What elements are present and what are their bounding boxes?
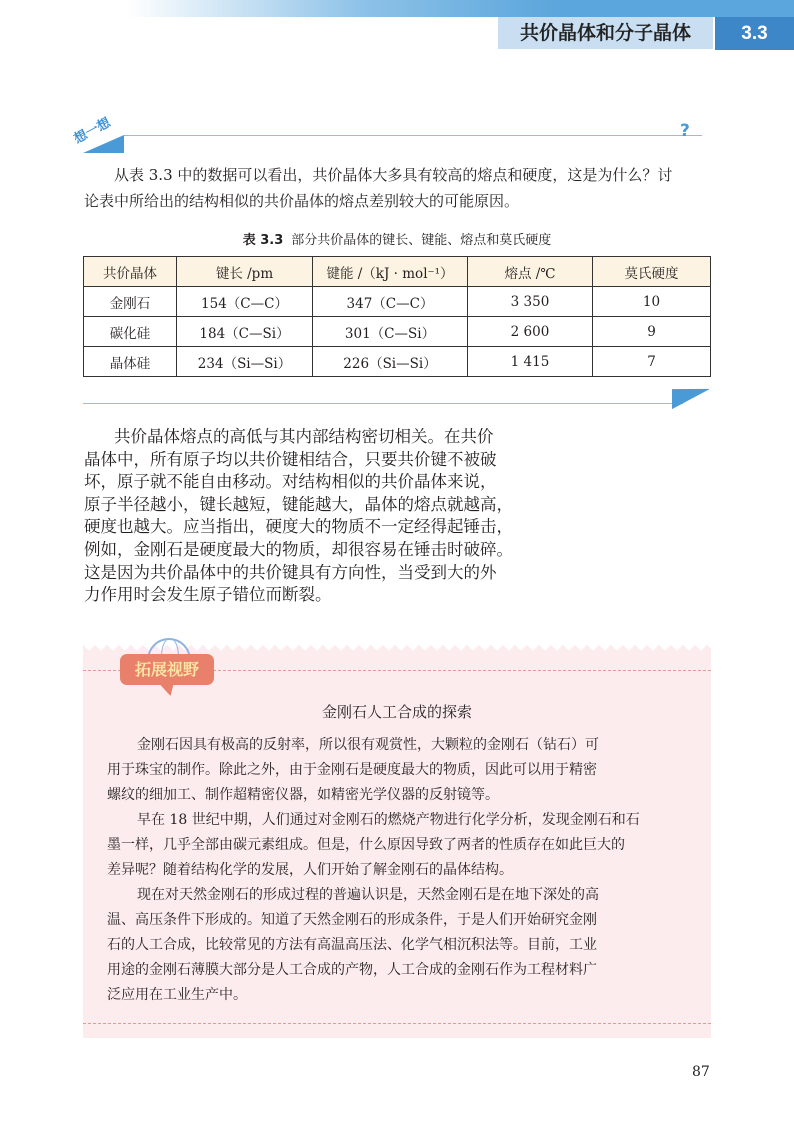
data-table [83, 256, 711, 377]
text-line: 泛应用在工业生产中。 [107, 987, 247, 1003]
text-line: 墨一样，几乎全部由碳元素组成。但是，什么原因导致了两者的性质存在如此巨大的 [107, 837, 625, 853]
table-cell: 154（C—C） [177, 287, 313, 317]
table-cell: 金刚石 [84, 287, 177, 317]
text-line: 硬度也越大。应当指出，硬度大的物质不一定经得起锤击， [84, 517, 513, 537]
text-line: 温、高压条件下形成的。知道了天然金刚石的形成条件，于是人们开始研究金刚 [107, 912, 597, 928]
table-cell: 晶体硅 [84, 347, 177, 377]
table-cell: 7 [593, 347, 711, 377]
extension-text [107, 733, 697, 1008]
table-number: 表 3.3 [242, 233, 284, 248]
text-line: 螺纹的细加工、制作超精密仪器，如精密光学仪器的反射镜等。 [107, 787, 499, 803]
table-cell: 9 [593, 317, 711, 347]
table-cell: 226（Si—Si） [313, 347, 468, 377]
divider [83, 403, 683, 404]
text-line: 共价晶体熔点的高低与其内部结构密切相关。在共价 [114, 427, 494, 446]
table-cell: 234（Si—Si） [177, 347, 313, 377]
column-header: 键长 /pm [177, 257, 313, 287]
text-line: 原子半径越小，键长越短，键能越大，晶体的熔点就越高， [84, 494, 513, 514]
text-line: 例如，金刚石是硬度最大的物质，却很容易在锤击时破碎。 [84, 539, 513, 559]
body-paragraph [84, 426, 514, 607]
extension-title: 金刚石人工合成的探索 [321, 703, 472, 721]
text-line: 差异呢？随着结构化学的发展，人们开始了解金刚石的晶体结构。 [107, 862, 513, 878]
question-mark-icon: ? [680, 121, 690, 141]
text-line: 这是因为共价晶体中的共价键具有方向性，当受到大的外 [84, 562, 497, 582]
table-cell: 301（C—Si） [313, 317, 468, 347]
text-line: 用于珠宝的制作。除此之外，由于金刚石是硬度最大的物质，因此可以用于精密 [107, 762, 597, 778]
arrow-icon [672, 379, 710, 409]
column-header: 莫氏硬度 [593, 257, 711, 287]
column-header: 共价晶体 [84, 257, 177, 287]
chapter-title: 共价晶体和分子晶体 [498, 17, 713, 49]
table-header-row [84, 257, 711, 287]
table-row [84, 287, 711, 317]
table-row [84, 317, 711, 347]
think-label: 想一想 [71, 115, 114, 148]
text-line: 现在对天然金刚石的形成过程的普遍认识是，天然金刚石是在地下深处的高 [137, 887, 599, 903]
text-line: 金刚石因具有极高的反射率，所以很有观赏性，大颗粒的金刚石（钻石）可 [137, 737, 599, 753]
table-cell: 347（C—C） [313, 287, 468, 317]
table-cell: 1 415 [468, 347, 593, 377]
text-line: 早在 18 世纪中期，人们通过对金刚石的燃烧产物进行化学分析，发现金刚石和石 [137, 812, 640, 828]
page-number: 87 [692, 1064, 710, 1080]
table-cell: 碳化硅 [84, 317, 177, 347]
header-gradient-bar [0, 0, 794, 17]
column-header: 熔点 /℃ [468, 257, 593, 287]
section-number: 3.3 [715, 17, 794, 50]
text-line: 晶体中，所有原子均以共价键相结合，只要共价键不被破 [84, 449, 497, 469]
text-line: 石的人工合成，比较常见的方法有高温高压法、化学气相沉积法等。目前，工业 [107, 937, 597, 953]
text-line: 坏，原子就不能自由移动。对结构相似的共价晶体来说， [84, 472, 497, 492]
table-cell: 2 600 [468, 317, 593, 347]
text-line: 论表中所给出的结构相似的共价晶体的熔点差别较大的可能原因。 [84, 192, 520, 210]
column-header: 键能 /（kJ · mol⁻¹） [313, 257, 468, 287]
table-caption-text: 部分共价晶体的键长、键能、熔点和莫氏硬度 [291, 233, 552, 248]
table-cell: 184（C—Si） [177, 317, 313, 347]
dashed-divider [83, 1023, 711, 1024]
table-row [84, 347, 711, 377]
extension-badge: 拓展视野 [120, 654, 214, 685]
table-caption [0, 229, 794, 248]
text-line: 从表 3.3 中的数据可以看出，共价晶体大多具有较高的熔点和硬度，这是为什么？讨 [114, 166, 673, 184]
table-cell: 3 350 [468, 287, 593, 317]
divider [124, 135, 702, 136]
text-line: 力作用时会发生原子错位而断裂。 [84, 585, 332, 605]
table-cell: 10 [593, 287, 711, 317]
think-question [84, 162, 712, 214]
text-line: 用途的金刚石薄膜大部分是人工合成的产物，人工合成的金刚石作为工程材料广 [107, 962, 597, 978]
